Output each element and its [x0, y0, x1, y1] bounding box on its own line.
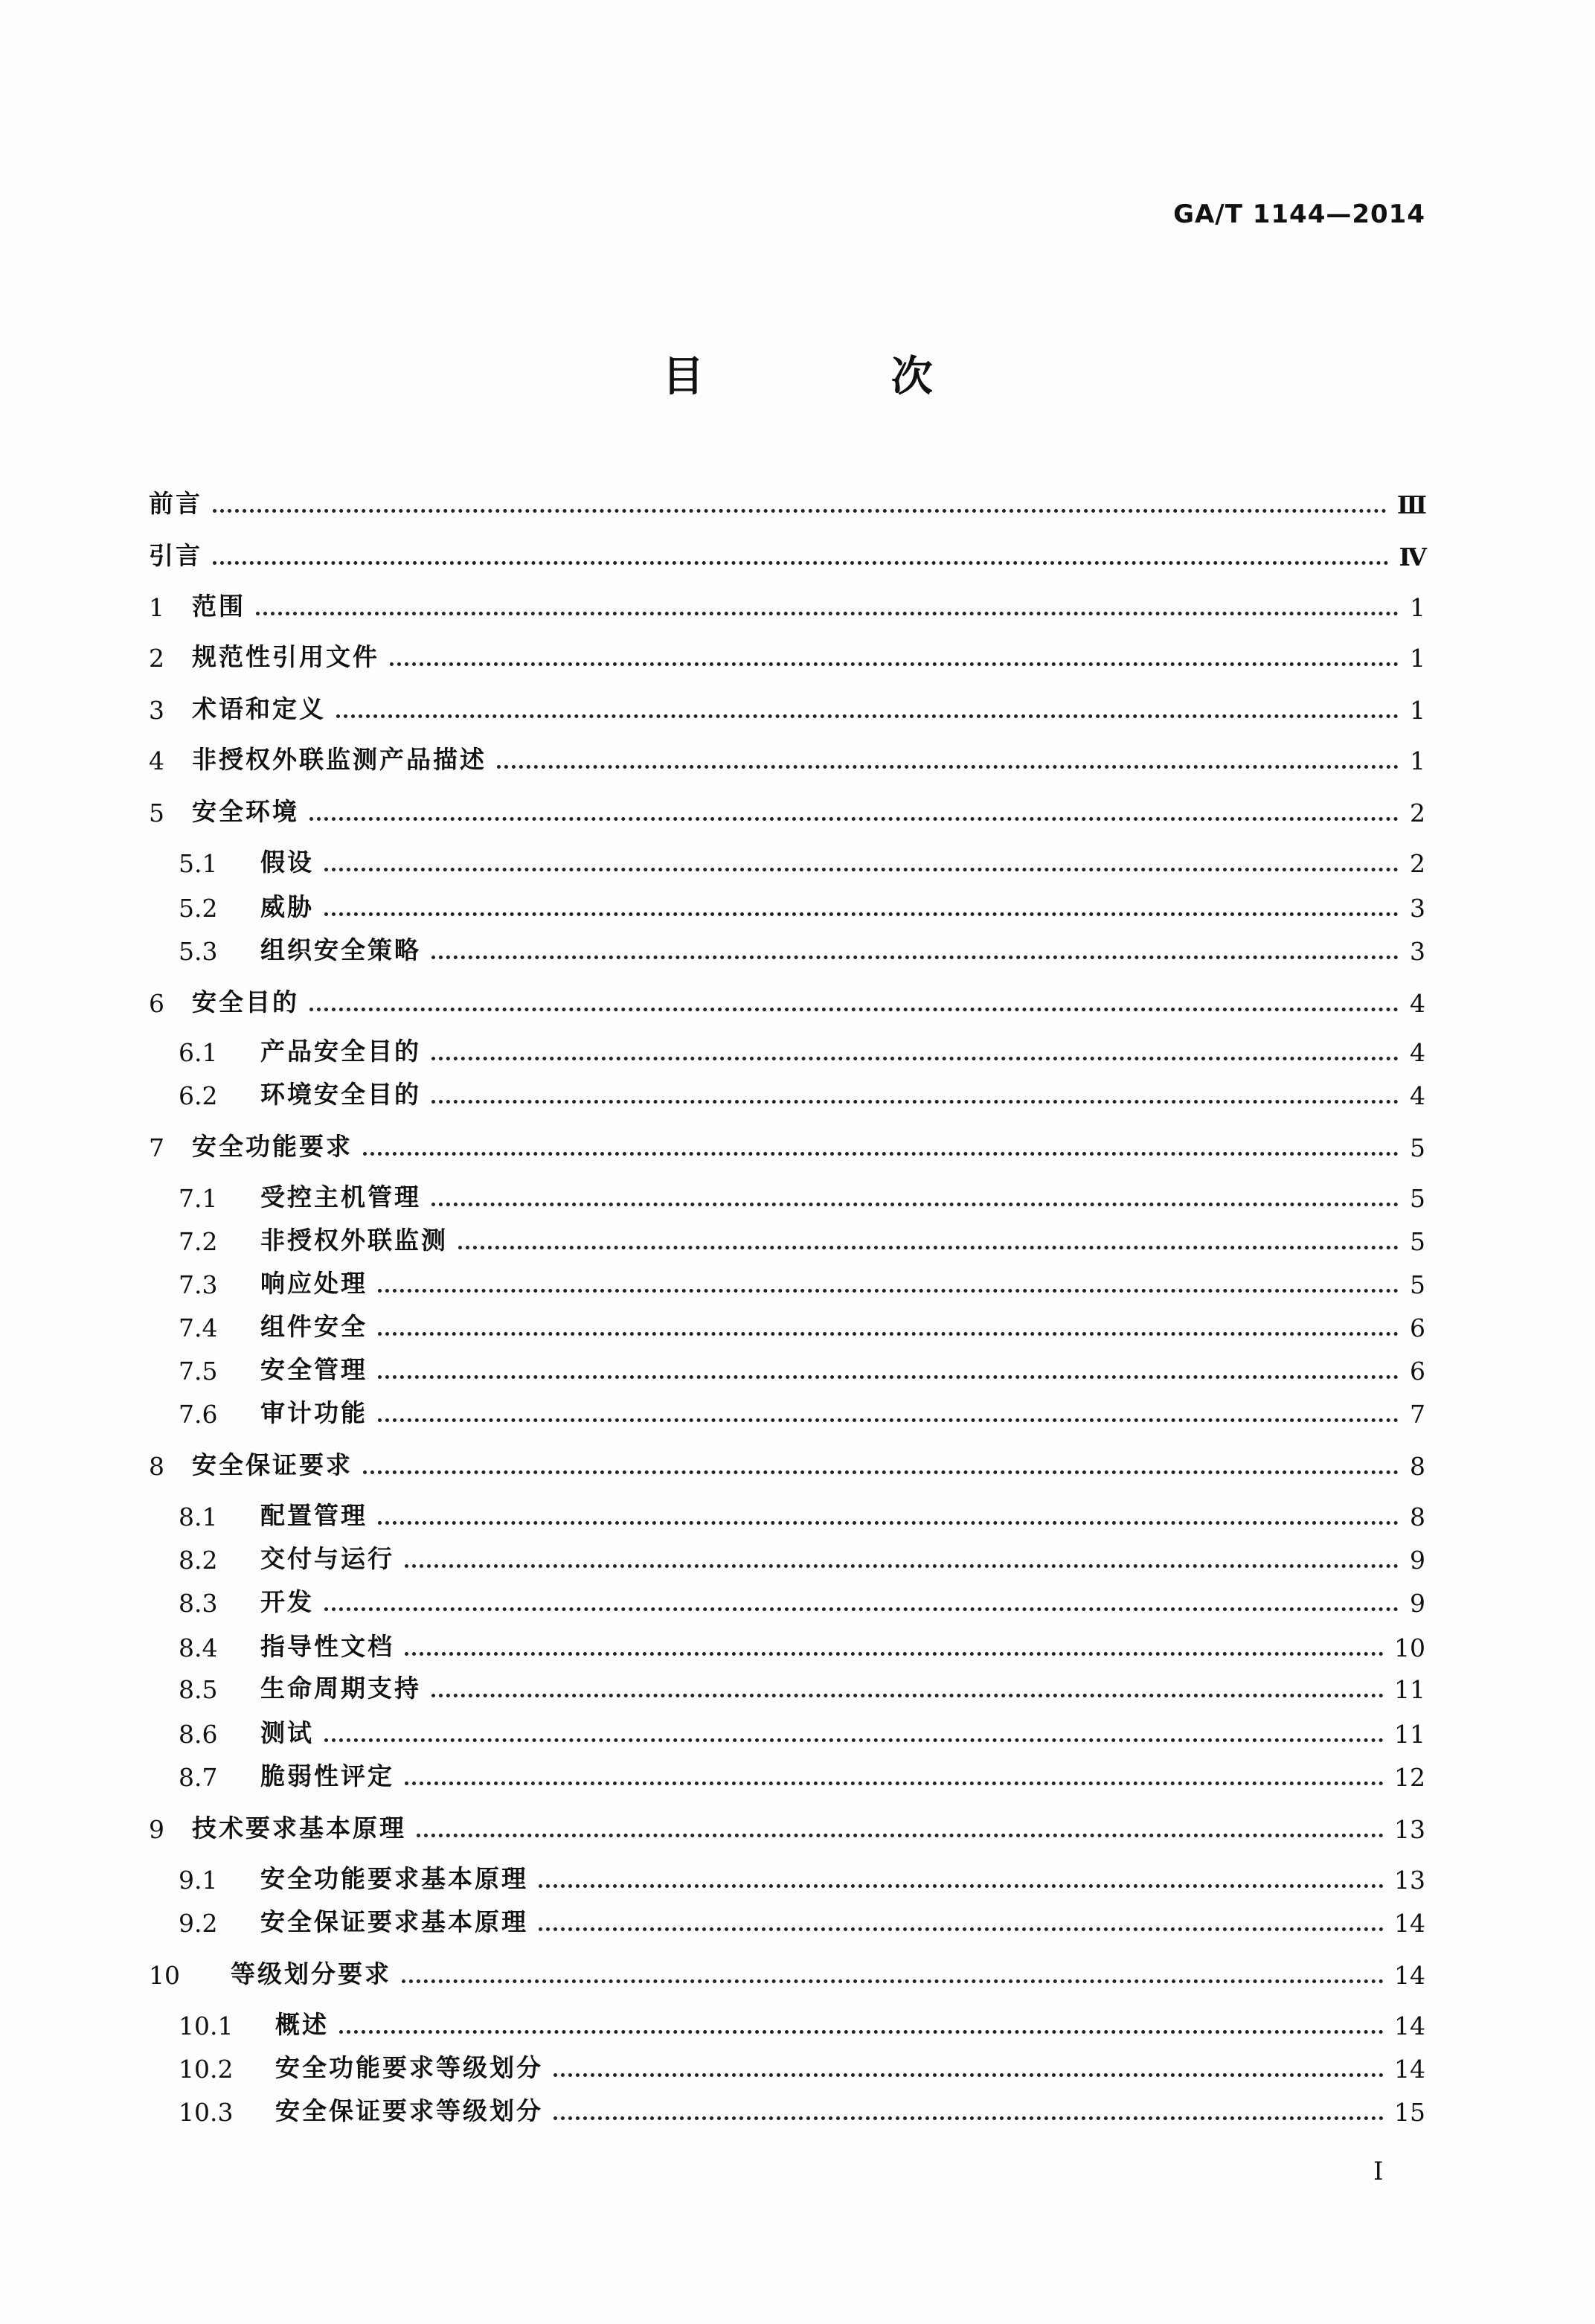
- dot-leader: [378, 1332, 1399, 1336]
- toc-entry-number: 5: [149, 798, 164, 828]
- toc-entry[interactable]: [149, 1712, 1425, 1749]
- toc-entry-number: 10.1: [179, 2011, 234, 2040]
- dot-leader: [324, 1607, 1399, 1611]
- toc-entry[interactable]: [149, 1262, 1425, 1299]
- toc-entry-number: 8.4: [179, 1633, 218, 1662]
- toc-entry[interactable]: [149, 1305, 1425, 1342]
- dot-leader: [324, 1738, 1384, 1742]
- toc-entry[interactable]: [149, 2046, 1425, 2084]
- toc-entry-label: 威胁: [260, 892, 314, 921]
- toc-entry-number: 10.2: [179, 2055, 234, 2084]
- toc-entry[interactable]: [149, 1625, 1425, 1662]
- toc-entry-page: 6: [1410, 1357, 1425, 1386]
- standard-code: GA/T 1144—2014: [1173, 199, 1425, 229]
- toc-entry[interactable]: [149, 1392, 1425, 1429]
- dot-leader: [363, 1470, 1399, 1474]
- toc-entry-page: 1: [1410, 644, 1425, 673]
- dot-leader: [431, 1057, 1399, 1060]
- toc-entry-page: 1: [1410, 746, 1425, 775]
- toc-entry-page: 3: [1410, 894, 1425, 923]
- toc-entry[interactable]: [149, 1444, 1425, 1481]
- toc-entry-number: 8.3: [179, 1589, 218, 1618]
- toc-entry-page: 14: [1394, 1909, 1425, 1938]
- toc-entry-label: 组件安全: [260, 1312, 368, 1341]
- toc-entry-number: 9: [149, 1815, 164, 1844]
- toc-entry[interactable]: [149, 1219, 1425, 1256]
- toc-entry-number: 7.3: [179, 1270, 218, 1299]
- dot-leader: [402, 1979, 1384, 1983]
- toc-entry-number: 6.2: [179, 1081, 218, 1110]
- toc-entry[interactable]: [149, 1030, 1425, 1067]
- toc-entry-number: 8.1: [179, 1502, 218, 1531]
- dot-leader: [256, 612, 1399, 615]
- toc-entry[interactable]: [149, 2003, 1425, 2040]
- toc-entry-number: 5.2: [179, 894, 218, 923]
- toc-entry-label: 交付与运行: [260, 1544, 394, 1573]
- toc-entry-label: 组织安全策略: [260, 935, 421, 964]
- toc-entry-label: 审计功能: [260, 1398, 368, 1427]
- dot-leader: [324, 868, 1399, 871]
- toc-entry[interactable]: [149, 1901, 1425, 1938]
- dot-leader: [324, 912, 1399, 916]
- toc-entry-number: 5.3: [179, 937, 218, 966]
- toc-entry-label: 安全功能要求等级划分: [275, 2053, 543, 2082]
- toc-entry[interactable]: [149, 1073, 1425, 1110]
- dot-leader: [431, 1203, 1399, 1206]
- toc-entry-label: 非授权外联监测产品描述: [192, 745, 487, 774]
- toc-entry-page: 5: [1410, 1184, 1425, 1213]
- toc-entry-number: 5.1: [179, 849, 218, 878]
- toc-entry[interactable]: [149, 1176, 1425, 1213]
- dot-leader: [390, 662, 1399, 666]
- toc-entry[interactable]: [149, 1755, 1425, 1792]
- toc-entry-page: 5: [1410, 1133, 1425, 1162]
- dot-leader: [336, 714, 1399, 718]
- toc-entry-page: 11: [1394, 1675, 1425, 1704]
- toc-entry-label: 脆弱性评定: [260, 1761, 394, 1790]
- toc-entry-number: 7.5: [179, 1357, 218, 1386]
- toc-entry-label: 技术要求基本原理: [192, 1814, 406, 1843]
- footer-page-number: I: [1373, 2157, 1384, 2186]
- toc-entry-number: 7.1: [179, 1184, 218, 1213]
- toc-entry-label: 安全环境: [192, 797, 299, 826]
- toc-entry-page: 5: [1410, 1227, 1425, 1256]
- table-of-contents: [149, 0, 1425, 2324]
- toc-entry[interactable]: [149, 738, 1425, 775]
- dot-leader: [405, 1564, 1399, 1568]
- toc-entry-page: 14: [1394, 2011, 1425, 2040]
- toc-entry-number: 8.6: [179, 1720, 218, 1749]
- toc-entry-number: 8.7: [179, 1763, 218, 1792]
- toc-entry-page: 4: [1410, 989, 1425, 1018]
- toc-entry[interactable]: [149, 790, 1425, 828]
- toc-entry-page: 12: [1394, 1763, 1425, 1792]
- toc-entry-page: 7: [1410, 1400, 1425, 1429]
- toc-entry-number: 8.2: [179, 1546, 218, 1575]
- toc-entry-page: Ⅳ: [1399, 542, 1425, 572]
- toc-entry-number: 7.6: [179, 1400, 218, 1429]
- toc-entry-number: 8: [149, 1452, 164, 1481]
- toc-entry-label: 配置管理: [260, 1501, 368, 1530]
- toc-entry-label: 安全保证要求: [192, 1450, 353, 1479]
- toc-entry-number: 1: [149, 593, 164, 622]
- toc-entry-page: 14: [1394, 2055, 1425, 2084]
- toc-entry-label: 环境安全目的: [260, 1080, 421, 1109]
- dot-leader: [431, 955, 1399, 959]
- toc-entry-label: 生命周期支持: [260, 1674, 421, 1703]
- toc-entry[interactable]: [149, 636, 1425, 673]
- toc-entry-page: 8: [1410, 1502, 1425, 1531]
- toc-entry-label: 安全功能要求: [192, 1132, 353, 1161]
- toc-entry-page: 13: [1394, 1815, 1425, 1844]
- toc-entry-label: 规范性引用文件: [192, 642, 379, 671]
- dot-leader: [417, 1834, 1384, 1837]
- toc-entry-label: 范围: [192, 592, 245, 621]
- toc-entry[interactable]: [149, 1348, 1425, 1386]
- toc-entry-page: 6: [1410, 1313, 1425, 1342]
- toc-entry-number: 4: [149, 746, 164, 775]
- toc-entry-number: 7: [149, 1133, 164, 1162]
- toc-entry-number: 7.2: [179, 1227, 218, 1256]
- toc-entry-label: 安全功能要求基本原理: [260, 1864, 528, 1893]
- dot-leader: [309, 1008, 1399, 1011]
- toc-entry-label: 安全管理: [260, 1355, 368, 1384]
- toc-entry-page: 1: [1410, 696, 1425, 725]
- toc-entry-page: 9: [1410, 1546, 1425, 1575]
- toc-entry-number: 7.4: [179, 1313, 218, 1342]
- toc-entry-label: 概述: [275, 2010, 329, 2039]
- toc-entry-page: 11: [1394, 1720, 1425, 1749]
- toc-entry[interactable]: [149, 688, 1425, 725]
- dot-leader: [539, 1884, 1384, 1888]
- dot-leader: [309, 817, 1399, 821]
- toc-entry-label: 受控主机管理: [260, 1182, 421, 1211]
- toc-entry[interactable]: [149, 585, 1425, 622]
- toc-entry[interactable]: [149, 1667, 1425, 1704]
- dot-leader: [378, 1375, 1399, 1379]
- toc-entry-number: 10.3: [179, 2098, 234, 2127]
- toc-entry-number: 3: [149, 696, 164, 725]
- toc-entry[interactable]: [149, 1494, 1425, 1531]
- toc-entry-page: 13: [1394, 1866, 1425, 1895]
- toc-entry-number: 2: [149, 644, 164, 673]
- toc-entry-page: 10: [1394, 1633, 1425, 1662]
- dot-leader: [213, 509, 1387, 513]
- toc-entry-label: 术语和定义: [192, 694, 326, 723]
- toc-entry-label: 等级划分要求: [231, 1959, 391, 1988]
- toc-entry[interactable]: [149, 1953, 1425, 1990]
- dot-leader: [405, 1652, 1384, 1656]
- toc-entry-page: 4: [1410, 1038, 1425, 1067]
- toc-entry-label: 假设: [260, 848, 314, 877]
- dot-leader: [378, 1521, 1399, 1525]
- toc-entry-label: 产品安全目的: [260, 1037, 421, 1066]
- toc-title: 目 次: [662, 353, 1019, 401]
- toc-entry-number: 6: [149, 989, 164, 1018]
- toc-entry-label: 指导性文档: [260, 1632, 394, 1661]
- toc-entry-page: 4: [1410, 1081, 1425, 1110]
- toc-entry-page: 8: [1410, 1452, 1425, 1481]
- dot-leader: [431, 1100, 1399, 1104]
- dot-leader: [213, 561, 1389, 565]
- toc-entry-label: 非授权外联监测: [260, 1226, 448, 1255]
- toc-entry[interactable]: [149, 1537, 1425, 1575]
- toc-entry-label: 测试: [260, 1718, 314, 1747]
- toc-entry-page: 9: [1410, 1589, 1425, 1618]
- toc-entry-number: 10: [149, 1961, 180, 1990]
- dot-leader: [497, 765, 1399, 769]
- toc-entry-page: 1: [1410, 593, 1425, 622]
- toc-entry-label: 开发: [260, 1587, 314, 1616]
- toc-entry-page: 15: [1394, 2098, 1425, 2127]
- dot-leader: [539, 1927, 1384, 1931]
- dot-leader: [363, 1152, 1399, 1156]
- toc-entry-number: 6.1: [179, 1038, 218, 1067]
- toc-entry[interactable]: [149, 981, 1425, 1018]
- toc-entry-label: 引言: [149, 541, 202, 570]
- toc-entry-page: Ⅲ: [1396, 490, 1425, 519]
- toc-entry[interactable]: [149, 534, 1425, 572]
- toc-entry-page: 2: [1410, 849, 1425, 878]
- toc-entry[interactable]: [149, 1125, 1425, 1162]
- dot-leader: [405, 1782, 1384, 1785]
- toc-entry[interactable]: [149, 1857, 1425, 1895]
- toc-entry-page: 5: [1410, 1270, 1425, 1299]
- toc-entry[interactable]: [149, 886, 1425, 923]
- dot-leader: [378, 1418, 1399, 1422]
- toc-entry[interactable]: [149, 929, 1425, 966]
- toc-entry-number: 9.2: [179, 1909, 218, 1938]
- toc-entry[interactable]: [149, 841, 1425, 878]
- toc-entry-page: 14: [1394, 1961, 1425, 1990]
- toc-entry[interactable]: [149, 1581, 1425, 1618]
- toc-entry[interactable]: [149, 2090, 1425, 2127]
- dot-leader: [553, 2073, 1384, 2077]
- toc-entry-label: 安全目的: [192, 987, 299, 1017]
- toc-entry-label: 安全保证要求等级划分: [275, 2096, 543, 2125]
- dot-leader: [458, 1246, 1399, 1249]
- dot-leader: [339, 2030, 1384, 2034]
- toc-entry[interactable]: [149, 1807, 1425, 1844]
- toc-entry[interactable]: [149, 482, 1425, 519]
- toc-entry-number: 9.1: [179, 1866, 218, 1895]
- dot-leader: [378, 1289, 1399, 1293]
- dot-leader: [553, 2116, 1384, 2120]
- toc-entry-label: 前言: [149, 489, 202, 518]
- toc-entry-label: 安全保证要求基本原理: [260, 1907, 528, 1936]
- toc-entry-page: 2: [1410, 798, 1425, 828]
- toc-entry-page: 3: [1410, 937, 1425, 966]
- dot-leader: [431, 1694, 1384, 1697]
- toc-entry-number: 8.5: [179, 1675, 218, 1704]
- toc-entry-label: 响应处理: [260, 1269, 368, 1298]
